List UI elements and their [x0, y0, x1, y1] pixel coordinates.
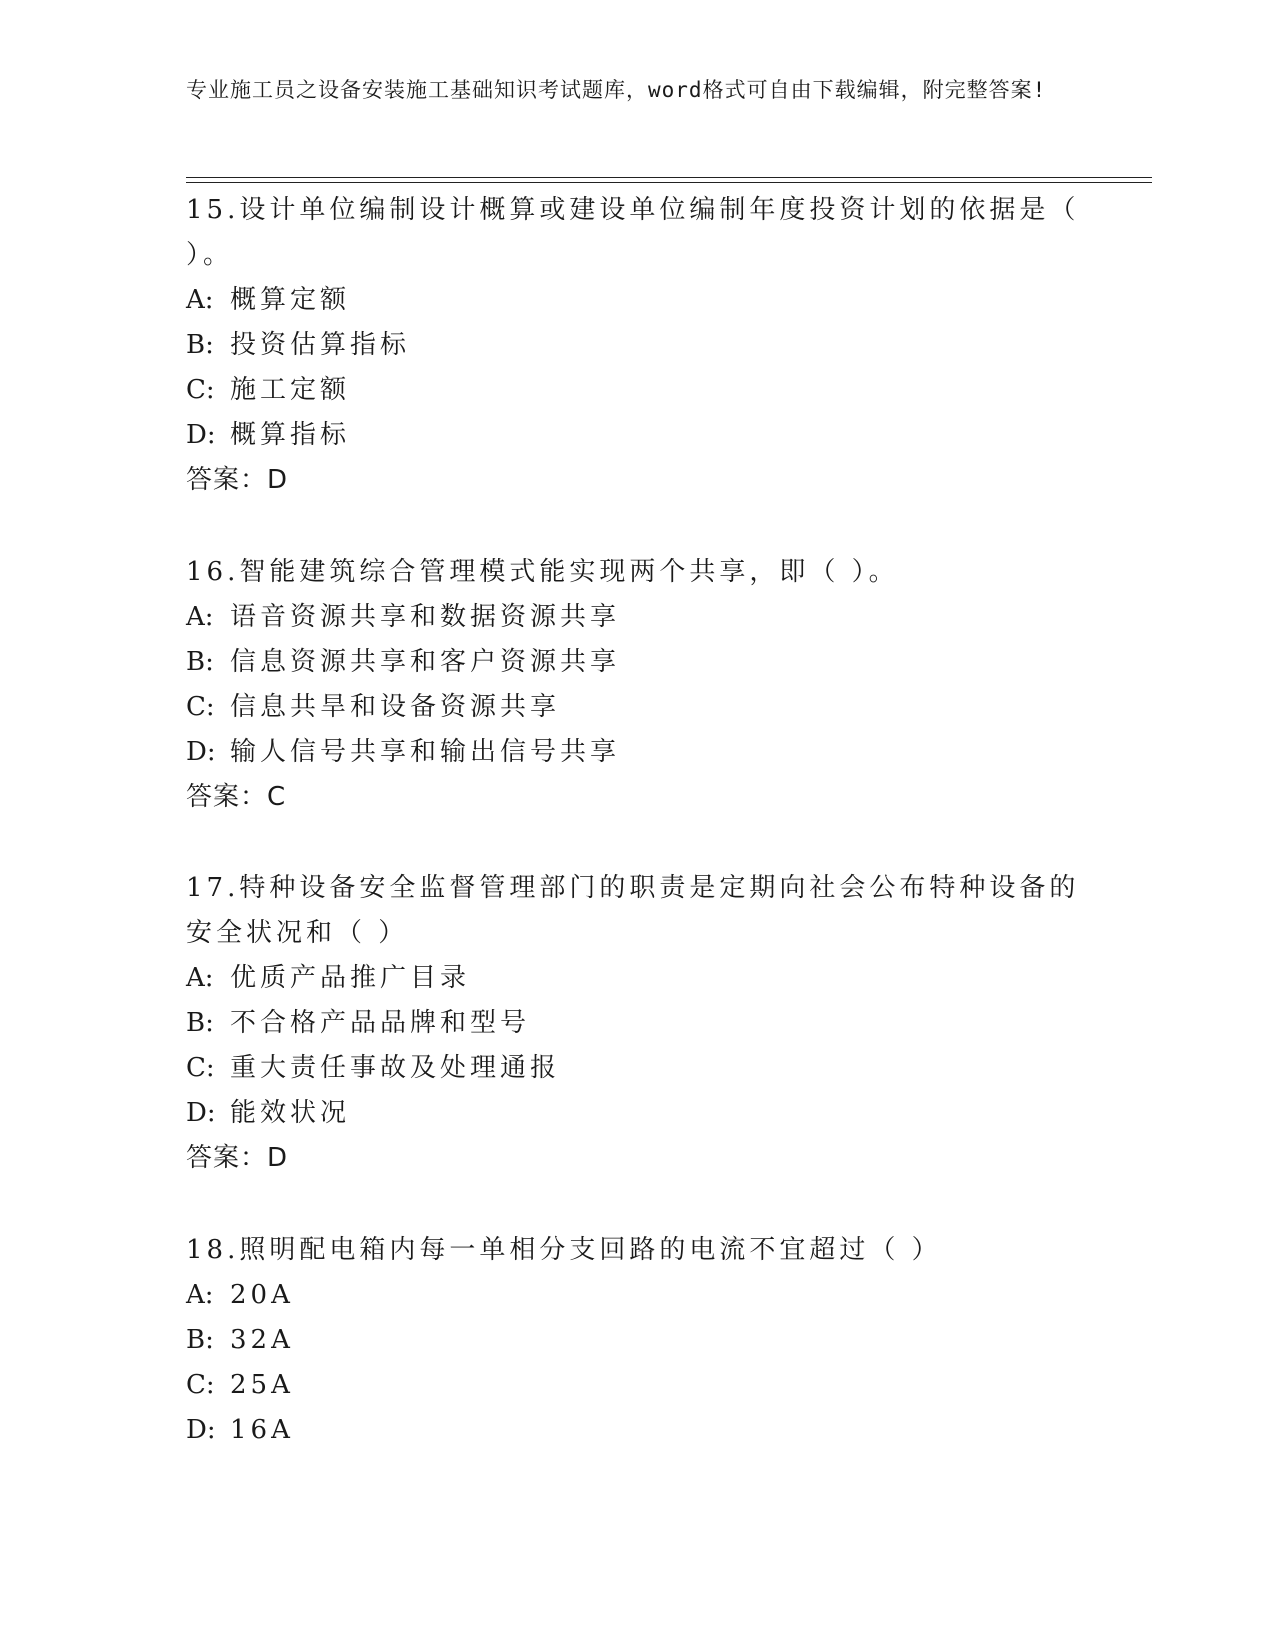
option-key: A:: [186, 285, 214, 315]
option-key: C:: [186, 1053, 215, 1083]
option-text: 施工定额: [230, 375, 351, 405]
option-d: [186, 730, 1086, 775]
option-b: [186, 640, 1086, 685]
option-text: 20A: [230, 1280, 294, 1310]
option-text: 概算指标: [230, 420, 351, 450]
option-text: 信息资源共享和客户资源共享: [230, 647, 621, 677]
option-text: 25A: [230, 1370, 294, 1400]
option-key: B:: [186, 1325, 214, 1355]
option-text: 32A: [230, 1325, 294, 1355]
option-text: 优质产品推广目录: [230, 963, 471, 993]
option-c: [186, 1363, 1086, 1408]
question-18: [186, 1228, 1086, 1453]
option-b: [186, 323, 1086, 368]
option-key: B:: [186, 1008, 214, 1038]
option-c: [186, 685, 1086, 730]
option-text: 投资估算指标: [230, 330, 411, 360]
header-rule-top: [186, 177, 1152, 178]
option-text: 概算定额: [230, 285, 351, 315]
answer: 答案：D: [186, 1143, 289, 1173]
option-a: [186, 956, 1086, 1001]
option-text: 重大责任事故及处理通报: [230, 1053, 561, 1083]
option-text: 16A: [230, 1415, 294, 1445]
option-d: [186, 1091, 1086, 1136]
option-d: [186, 1408, 1086, 1453]
option-key: B:: [186, 330, 214, 360]
question-15: [186, 188, 1086, 503]
header-rule-bottom: [186, 182, 1152, 183]
option-key: B:: [186, 647, 214, 677]
option-text: 不合格产品品牌和型号: [230, 1008, 531, 1038]
question-stem: 18.照明配电箱内每一单相分支回路的电流不宜超过（ ）: [186, 1235, 942, 1265]
option-key: D:: [186, 1415, 216, 1445]
option-c: [186, 1046, 1086, 1091]
option-text: 信息共旱和设备资源共享: [230, 692, 561, 722]
option-text: 语音资源共享和数据资源共享: [230, 602, 621, 632]
option-a: [186, 595, 1086, 640]
option-key: A:: [186, 602, 214, 632]
question-16: [186, 550, 1086, 820]
option-d: [186, 413, 1086, 458]
option-c: [186, 368, 1086, 413]
answer: 答案：C: [186, 782, 287, 812]
option-key: A:: [186, 1280, 214, 1310]
option-a: [186, 278, 1086, 323]
option-a: [186, 1273, 1086, 1318]
option-key: D:: [186, 1098, 216, 1128]
question-17: [186, 866, 1086, 1181]
document-header: 专业施工员之设备安装施工基础知识考试题库，word格式可自由下载编辑，附完整答案!: [186, 78, 1047, 102]
question-stem: 16.智能建筑综合管理模式能实现两个共享，即（ ）。: [186, 557, 899, 587]
option-b: [186, 1318, 1086, 1363]
option-key: C:: [186, 692, 215, 722]
option-text: 输人信号共享和输出信号共享: [230, 737, 621, 767]
option-key: C:: [186, 1370, 215, 1400]
option-key: A:: [186, 963, 214, 993]
option-key: C:: [186, 375, 215, 405]
question-stem: 15.设计单位编制设计概算或建设单位编制年度投资计划的依据是（ ）。: [186, 195, 1080, 270]
option-b: [186, 1001, 1086, 1046]
option-key: D:: [186, 737, 216, 767]
answer: 答案：D: [186, 465, 289, 495]
option-key: D:: [186, 420, 216, 450]
option-text: 能效状况: [230, 1098, 351, 1128]
question-stem: 17.特种设备安全监督管理部门的职责是定期向社会公布特种设备的安全状况和（ ）: [186, 873, 1080, 948]
